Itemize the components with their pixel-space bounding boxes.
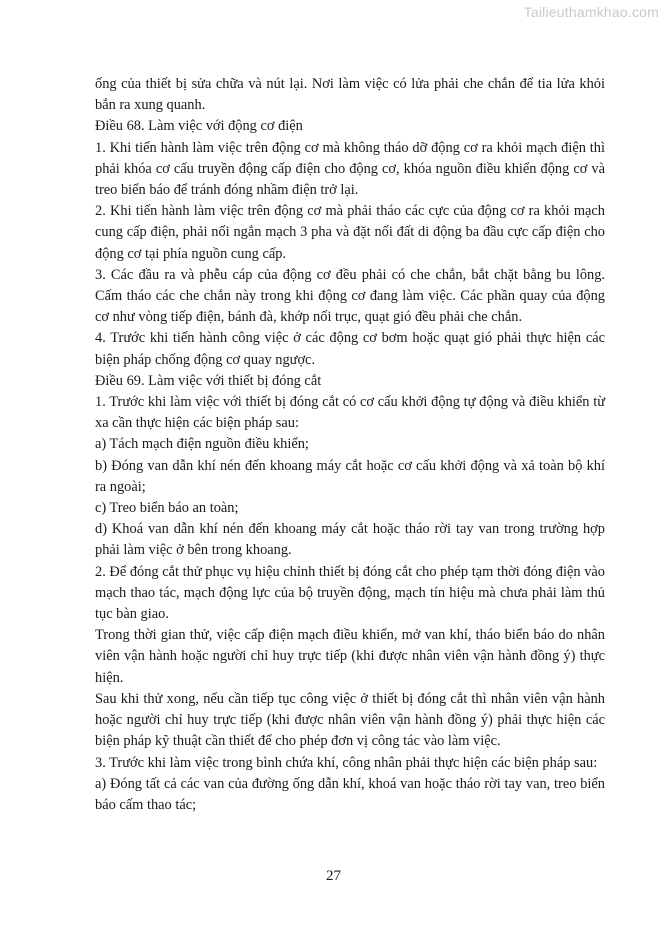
article-69-clause-1-item-d: d) Khoá van dẫn khí nén đến khoang máy cắt hoặc tháo rời tay van trong trường hợp phải làm việc ở bên trong khoang. — [95, 521, 605, 559]
paragraph-continuation: ống của thiết bị sửa chữa và nút lại. Nơi làm việc có lửa phải che chắn để tia lửa khỏi bắn ra xung quanh. — [95, 76, 605, 114]
article-69-heading: Điều 69. Làm việc với thiết bị đóng cắt — [95, 372, 322, 389]
watermark: Tailieuthamkhao.com — [523, 4, 659, 20]
article-68-clause-2: 2. Khi tiến hành làm việc trên động cơ mà phải tháo các cực của động cơ ra khỏi mạch cung cấp điện, phải nối ngắn mạch 3 pha và đặt nối đất di động ba đầu cực cấp điện cho động cơ tại phía nguồn cung cấp. — [95, 203, 605, 262]
article-69-clause-1-item-b: b) Đóng van dẫn khí nén đến khoang máy cắt hoặc cơ cấu khởi động và xả toàn bộ khí ra ngoài; — [95, 457, 605, 495]
article-68-clause-3: 3. Các đầu ra và phễu cáp của động cơ đều phải có che chắn, bắt chặt bằng bu lông. Cấm tháo các che chắn này trong khi động cơ đang làm việc. Các phần quay của động cơ như vòng tiếp điện, bánh đà, khớp nối trục, quạt gió đều phải che chắn. — [95, 266, 605, 326]
article-68-clause-1: 1. Khi tiến hành làm việc trên động cơ mà không tháo dỡ động cơ ra khỏi mạch điện thì phải khóa cơ cấu truyền động cấp điện cho động cơ, khóa nguồn điều khiển động cơ và treo biển báo để tránh đóng nhầm điện trở lại. — [95, 139, 605, 199]
article-69-clause-3: 3. Trước khi làm việc trong bình chứa khí, công nhân phải thực hiện các biện pháp sau: — [95, 754, 598, 771]
article-69-clause-1-item-a: a) Tách mạch điện nguồn điều khiển; — [95, 436, 309, 453]
page-body — [95, 74, 605, 816]
article-69-clause-2: 2. Để đóng cắt thử phục vụ hiệu chỉnh thiết bị đóng cắt cho phép tạm thời đóng điện vào mạch thao tác, mạch động lực của bộ truyền động, mạch tín hiệu mà chưa phải làm thủ tục bàn giao. — [95, 563, 605, 623]
article-69-clause-3-item-a: a) Đóng tất cả các van của đường ống dẫn khí, khoá van hoặc tháo rời tay van, treo biển báo cấm thao tác; — [95, 775, 605, 813]
article-68-clause-4: 4. Trước khi tiến hành công việc ở các động cơ bơm hoặc quạt gió phải thực hiện các biện pháp chống động cơ quay ngược. — [95, 330, 605, 368]
article-68-heading: Điều 68. Làm việc với động cơ điện — [95, 118, 303, 135]
article-69-clause-2-after-test: Sau khi thử xong, nếu cần tiếp tục công việc ở thiết bị đóng cắt thì nhân viên vận hành hoặc người chỉ huy trực tiếp (khi được nhân viên vận hành đồng ý) phải thực hiện các biện pháp kỹ thuật cần thiết để cho phép đơn vị công tác vào làm việc. — [95, 690, 605, 750]
article-69-clause-1-item-c: c) Treo biển báo an toàn; — [95, 500, 239, 517]
article-69-clause-1: 1. Trước khi làm việc với thiết bị đóng cắt có cơ cấu khởi động tự động và điều khiển từ xa cần thực hiện các biện pháp sau: — [95, 394, 605, 432]
page-number: 27 — [326, 868, 341, 884]
article-69-clause-2-testing: Trong thời gian thử, việc cấp điện mạch điều khiển, mở van khí, tháo biển báo do nhân viên vận hành hoặc người chỉ huy trực tiếp (khi được nhân viên vận hành đồng ý) thực hiện. — [95, 627, 605, 686]
